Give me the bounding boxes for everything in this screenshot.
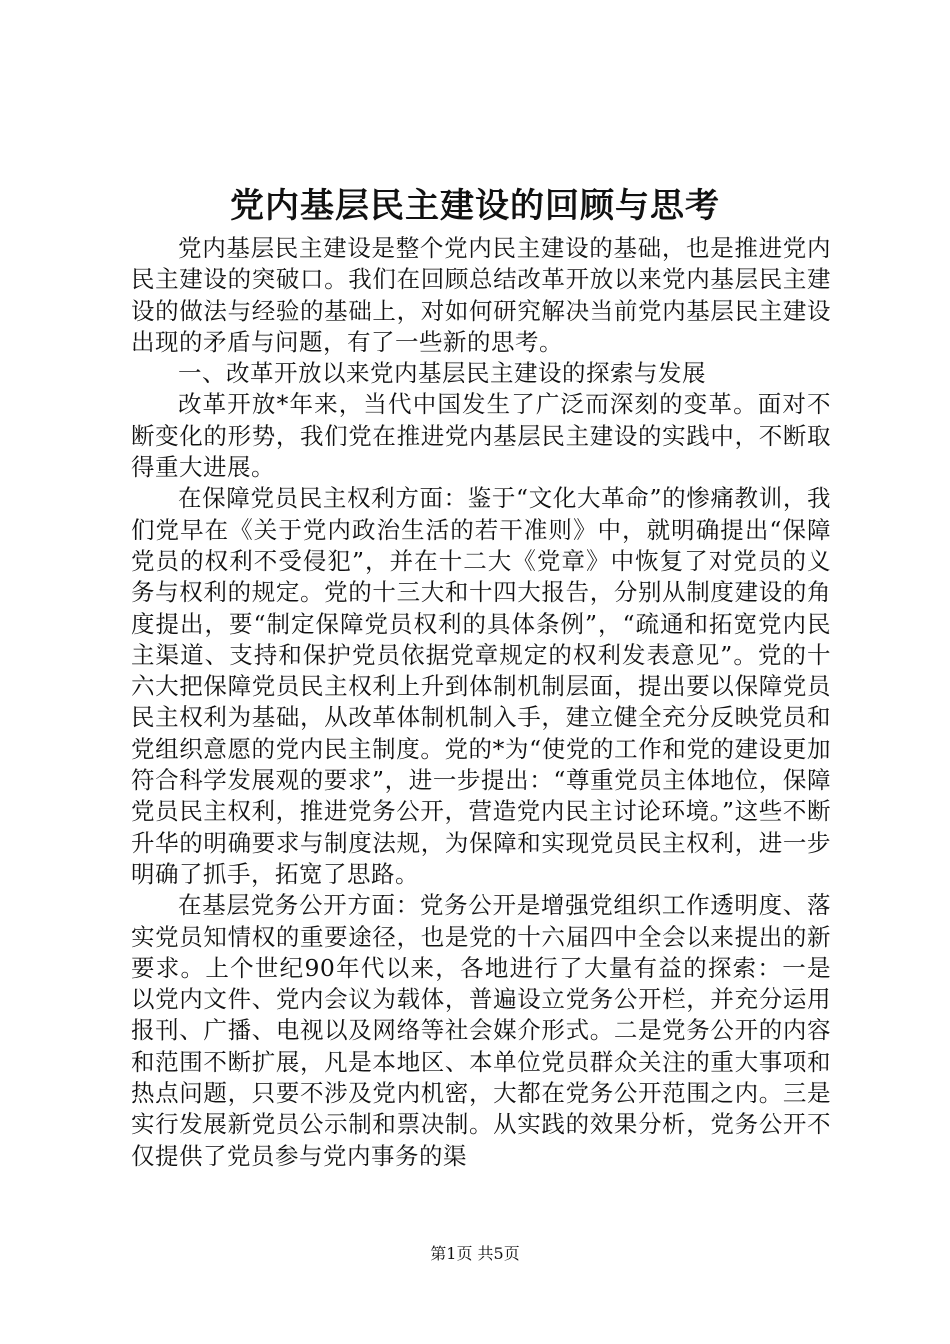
document-title: 党内基层民主建设的回顾与思考	[230, 186, 720, 226]
paragraph-party-affairs: 在基层党务公开方面：党务公开是增强党组织工作透明度、落实党员知情权的重要途径，也是党的十六届四中全会以来提出的新要求。上个世纪90年代以来，各地进行了大量有益的探索：一是以党内文件、党内会议为载体，普遍设立党务公开栏，并充分运用报刊、广播、电视以及网络等社会媒介形式。二是党务公开的内容和范围不断扩展，凡是本地区、本单位党员群众关注的重大事项和热点问题，只要不涉及党内机密，大都在党务公开范围之内。三是实行发展新党员公示制和票决制。从实践的效果分析，党务公开不仅提供了党员参与党内事务的渠	[131, 891, 831, 1170]
paragraph-intro: 党内基层民主建设是整个党内民主建设的基础，也是推进党内民主建设的突破口。我们在回顾总结改革开放以来党内基层民主建设的做法与经验的基础上，对如何研究解决当前党内基层民主建设出现的矛盾与问题，有了一些新的思考。	[131, 234, 831, 356]
section-heading: 一、改革开放以来党内基层民主建设的探索与发展	[178, 359, 706, 388]
paragraph-reform: 改革开放*年来，当代中国发生了广泛而深刻的变革。面对不断变化的形势，我们党在推进党内基层民主建设的实践中，不断取得重大进展。	[131, 390, 831, 482]
page-footer: 第1页 共5页	[430, 1244, 520, 1263]
paragraph-member-rights: 在保障党员民主权利方面：鉴于“文化大革命”的惨痛教训，我们党早在《关于党内政治生活的若干准则》中，就明确提出“保障党员的权利不受侵犯”，并在十二大《党章》中恢复了对党员的义务与权利的规定。党的十三大和十四大报告，分别从制度建设的角度提出，要“制定保障党员权利的具体条例”，“疏通和拓宽党内民主渠道、支持和保护党员依据党章规定的权利发表意见”。党的十六大把保障党员民主权利上升到体制机制层面，提出要以保障党员民主权利为基础，从改革体制机制入手，建立健全充分反映党员和党组织意愿的党内民主制度。党的*为“使党的工作和党的建设更加符合科学发展观的要求”，进一步提出：“尊重党员主体地位，保障党员民主权利，推进党务公开，营造党内民主讨论环境。”这些不断升华的明确要求与制度法规，为保障和实现党员民主权利，进一步明确了抓手，拓宽了思路。	[131, 484, 831, 888]
document-body	[131, 233, 831, 1172]
